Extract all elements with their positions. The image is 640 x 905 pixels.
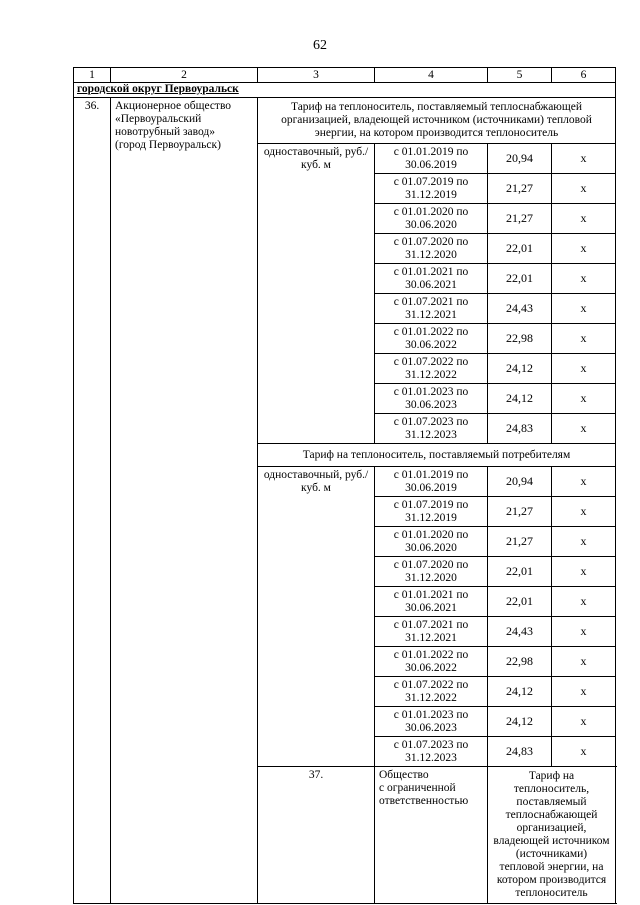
value-cell: 22,01	[488, 264, 552, 294]
organization-line: новотрубный завод»	[115, 126, 215, 138]
period-cell: с 01.07.2019 по 31.12.2019	[375, 174, 488, 204]
period-cell: с 01.01.2022 по 30.06.2022	[375, 324, 488, 354]
organization-line: «Первоуральский	[115, 113, 202, 125]
column-header: 1	[74, 68, 111, 83]
column-header: 3	[258, 68, 375, 83]
x-cell: х	[552, 677, 616, 707]
period-cell: с 01.07.2021 по 31.12.2021	[375, 617, 488, 647]
column-header: 2	[111, 68, 258, 83]
organization-line: Общество	[379, 769, 429, 781]
period-cell: с 01.01.2023 по 30.06.2023	[375, 384, 488, 414]
value-cell: 22,01	[488, 587, 552, 617]
unit-cell: одноставочный, руб./куб. м	[258, 144, 375, 444]
x-cell: х	[552, 384, 616, 414]
tariff-table	[73, 67, 616, 904]
organization-line: (город Первоуральск)	[115, 139, 221, 151]
value-cell: 24,83	[488, 737, 552, 767]
x-cell: х	[552, 617, 616, 647]
tariff-caption: Тариф на теплоноситель, поставляемый теплоснабжающей организацией, владеющей источником (источниками) тепловой энергии, на котором производится теплоноситель	[258, 98, 616, 144]
period-cell: с 01.07.2023 по 31.12.2023	[375, 737, 488, 767]
value-cell: 22,98	[488, 324, 552, 354]
value-cell: 24,43	[488, 617, 552, 647]
value-cell: 24,12	[488, 354, 552, 384]
value-cell: 24,43	[488, 294, 552, 324]
value-cell: 21,27	[488, 497, 552, 527]
period-cell: с 01.01.2021 по 30.06.2021	[375, 264, 488, 294]
tariff-caption: Тариф на теплоноситель, поставляемый теплоснабжающей организацией, владеющей источником (источниками) тепловой энергии, на котором производится теплоноситель	[488, 767, 616, 904]
value-cell: 22,01	[488, 557, 552, 587]
entry-number: 37.	[258, 767, 375, 904]
value-cell: 21,27	[488, 204, 552, 234]
x-cell: х	[552, 557, 616, 587]
period-cell: с 01.07.2023 по 31.12.2023	[375, 414, 488, 444]
value-cell: 24,12	[488, 384, 552, 414]
unit-cell: одноставочный, руб./куб. м	[258, 467, 375, 767]
organization-line: с ограниченной	[379, 782, 456, 794]
x-cell: х	[552, 737, 616, 767]
x-cell: х	[552, 324, 616, 354]
organization-name	[111, 98, 258, 904]
period-cell: с 01.01.2020 по 30.06.2020	[375, 204, 488, 234]
organization-line: Акционерное общество	[115, 100, 232, 112]
x-cell: х	[552, 294, 616, 324]
x-cell: х	[552, 527, 616, 557]
page-number: 62	[313, 38, 327, 53]
x-cell: х	[552, 144, 616, 174]
period-cell: с 01.01.2019 по 30.06.2019	[375, 467, 488, 497]
column-header: 4	[375, 68, 488, 83]
period-cell: с 01.01.2023 по 30.06.2023	[375, 707, 488, 737]
x-cell: х	[552, 707, 616, 737]
x-cell: х	[552, 234, 616, 264]
period-cell: с 01.07.2022 по 31.12.2022	[375, 677, 488, 707]
value-cell: 24,12	[488, 677, 552, 707]
period-cell: с 01.01.2022 по 30.06.2022	[375, 647, 488, 677]
x-cell: х	[552, 354, 616, 384]
x-cell: х	[552, 174, 616, 204]
entry-number: 36.	[74, 98, 111, 904]
x-cell: х	[552, 497, 616, 527]
organization-name	[375, 767, 488, 904]
period-cell: с 01.07.2021 по 31.12.2021	[375, 294, 488, 324]
column-header: 6	[552, 68, 616, 83]
value-cell: 24,83	[488, 414, 552, 444]
value-cell: 20,94	[488, 144, 552, 174]
x-cell: х	[552, 647, 616, 677]
period-cell: с 01.01.2019 по 30.06.2019	[375, 144, 488, 174]
period-cell: с 01.01.2020 по 30.06.2020	[375, 527, 488, 557]
organization-line: ответственностью	[379, 795, 469, 807]
period-cell: с 01.07.2019 по 31.12.2019	[375, 497, 488, 527]
value-cell: 21,27	[488, 527, 552, 557]
region-row	[74, 83, 616, 98]
period-cell: с 01.07.2020 по 31.12.2020	[375, 234, 488, 264]
period-cell: с 01.07.2020 по 31.12.2020	[375, 557, 488, 587]
value-cell: 22,98	[488, 647, 552, 677]
column-header-row	[74, 68, 616, 83]
value-cell: 21,27	[488, 174, 552, 204]
column-header: 5	[488, 68, 552, 83]
value-cell: 22,01	[488, 234, 552, 264]
x-cell: х	[552, 204, 616, 234]
value-cell: 24,12	[488, 707, 552, 737]
x-cell: х	[552, 587, 616, 617]
tariff-caption: Тариф на теплоноситель, поставляемый потребителям	[258, 444, 616, 467]
entry-36-caption-row	[74, 98, 616, 144]
x-cell: х	[552, 414, 616, 444]
period-cell: с 01.07.2022 по 31.12.2022	[375, 354, 488, 384]
period-cell: с 01.01.2021 по 30.06.2021	[375, 587, 488, 617]
region-heading: городской округ Первоуральск	[74, 83, 616, 98]
value-cell: 20,94	[488, 467, 552, 497]
x-cell: х	[552, 467, 616, 497]
x-cell: х	[552, 264, 616, 294]
